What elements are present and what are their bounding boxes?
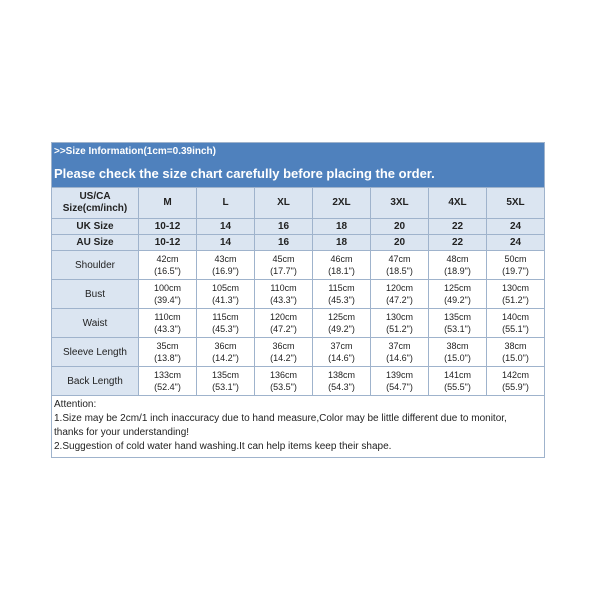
measurement-cell bbox=[197, 367, 255, 396]
measurement-cell bbox=[197, 338, 255, 367]
measurement-cell bbox=[139, 251, 197, 280]
size-info-title: >>Size Information(1cm=0.39inch) bbox=[54, 146, 216, 157]
size-header-cell: XL bbox=[255, 188, 313, 219]
measurement-cell bbox=[313, 309, 371, 338]
measurement-cell bbox=[197, 251, 255, 280]
measurement-inch: (54.7") bbox=[386, 382, 413, 392]
measurement-cell bbox=[139, 338, 197, 367]
measurement-cm: 38cm bbox=[446, 341, 469, 351]
measurement-row bbox=[52, 280, 545, 309]
measurement-cm: 130cm bbox=[501, 283, 529, 293]
measurement-cell bbox=[313, 367, 371, 396]
measurement-inch: (14.6") bbox=[328, 353, 355, 363]
measurement-label: Bust bbox=[52, 280, 139, 309]
size-header-cell: 2XL bbox=[313, 188, 371, 219]
measurement-inch: (17.7") bbox=[270, 266, 297, 276]
uk-size-cell: 24 bbox=[487, 219, 545, 235]
measurement-inch: (45.3") bbox=[328, 295, 355, 305]
measurement-cm: 42cm bbox=[156, 254, 179, 264]
measurement-cm: 36cm bbox=[214, 341, 237, 351]
measurement-inch: (55.5") bbox=[444, 382, 471, 392]
measurement-cm: 105cm bbox=[211, 283, 239, 293]
uk-size-cell: 10-12 bbox=[139, 219, 197, 235]
au-size-cell: 16 bbox=[255, 235, 313, 251]
measurement-cell bbox=[371, 367, 429, 396]
measurement-cm: 110cm bbox=[270, 283, 297, 293]
measurement-cm: 48cm bbox=[446, 254, 469, 264]
measurement-cell bbox=[371, 280, 429, 309]
measurement-cell bbox=[429, 338, 487, 367]
chart-header bbox=[51, 142, 545, 187]
measurement-cm: 141cm bbox=[443, 370, 471, 380]
measurement-inch: (16.5") bbox=[154, 266, 181, 276]
measurement-label: Waist bbox=[52, 309, 139, 338]
size-header-label-line1: US/CA bbox=[79, 191, 111, 202]
measurement-cell bbox=[429, 309, 487, 338]
measurement-cm: 125cm bbox=[327, 312, 355, 322]
measurement-inch: (13.8") bbox=[154, 353, 181, 363]
attention-line-1b: thanks for your understanding! bbox=[54, 427, 190, 438]
measurement-cm: 47cm bbox=[388, 254, 411, 264]
measurement-cell bbox=[371, 251, 429, 280]
size-table bbox=[51, 187, 545, 396]
measurement-inch: (52.4") bbox=[154, 382, 181, 392]
uk-size-cell: 16 bbox=[255, 219, 313, 235]
measurement-inch: (45.3") bbox=[212, 324, 239, 334]
au-size-cell: 24 bbox=[487, 235, 545, 251]
measurement-cm: 133cm bbox=[153, 370, 181, 380]
measurement-cell bbox=[429, 367, 487, 396]
measurement-inch: (51.2") bbox=[386, 324, 413, 334]
size-header-cell: 5XL bbox=[487, 188, 545, 219]
measurement-cm: 38cm bbox=[504, 341, 527, 351]
au-size-row bbox=[52, 235, 545, 251]
measurement-inch: (16.9") bbox=[212, 266, 239, 276]
measurement-cm: 142cm bbox=[501, 370, 529, 380]
measurement-cm: 36cm bbox=[272, 341, 295, 351]
measurement-inch: (19.7") bbox=[502, 266, 529, 276]
attention-line-1: 1.Size may be 2cm/1 inch inaccuracy due to hand measure,Color may be little different due to monitor, bbox=[54, 413, 507, 424]
measurement-cell bbox=[429, 251, 487, 280]
measurement-cm: 120cm bbox=[385, 283, 413, 293]
measurement-inch: (53.1") bbox=[212, 382, 239, 392]
measurement-inch: (53.5") bbox=[270, 382, 297, 392]
measurement-cm: 46cm bbox=[330, 254, 353, 264]
measurement-cell bbox=[487, 251, 545, 280]
measurement-cm: 35cm bbox=[156, 341, 179, 351]
uk-size-row bbox=[52, 219, 545, 235]
measurement-inch: (18.5") bbox=[386, 266, 413, 276]
measurement-cell bbox=[313, 338, 371, 367]
measurement-cell bbox=[255, 367, 313, 396]
measurement-cm: 130cm bbox=[385, 312, 413, 322]
size-header-cell: 4XL bbox=[429, 188, 487, 219]
measurement-inch: (18.9") bbox=[444, 266, 471, 276]
measurement-label: Shoulder bbox=[52, 251, 139, 280]
measurement-inch: (14.2") bbox=[270, 353, 297, 363]
measurement-inch: (55.1") bbox=[502, 324, 529, 334]
attention-notes bbox=[51, 396, 545, 458]
au-size-cell: 14 bbox=[197, 235, 255, 251]
measurement-cm: 136cm bbox=[269, 370, 297, 380]
measurement-cm: 139cm bbox=[385, 370, 413, 380]
au-size-cell: 22 bbox=[429, 235, 487, 251]
measurement-cell bbox=[255, 309, 313, 338]
measurement-cm: 45cm bbox=[272, 254, 295, 264]
measurement-cell bbox=[197, 309, 255, 338]
size-header-cell: M bbox=[139, 188, 197, 219]
measurement-cm: 37cm bbox=[330, 341, 353, 351]
measurement-row bbox=[52, 338, 545, 367]
measurement-inch: (15.0") bbox=[444, 353, 471, 363]
measurement-cell bbox=[487, 280, 545, 309]
measurement-cell bbox=[429, 280, 487, 309]
measurement-cell bbox=[197, 280, 255, 309]
size-header-label-line2: Size(cm/inch) bbox=[62, 203, 128, 214]
measurement-cell bbox=[487, 309, 545, 338]
measurement-cell bbox=[255, 251, 313, 280]
measurement-label: Back Length bbox=[52, 367, 139, 396]
measurement-cm: 140cm bbox=[501, 312, 529, 322]
measurement-inch: (15.0") bbox=[502, 353, 529, 363]
measurement-inch: (14.2") bbox=[212, 353, 239, 363]
measurement-inch: (41.3") bbox=[212, 295, 239, 305]
instruction-text: Please check the size chart carefully before placing the order. bbox=[54, 166, 435, 181]
measurement-label: Sleeve Length bbox=[52, 338, 139, 367]
measurement-row bbox=[52, 251, 545, 280]
uk-size-cell: 18 bbox=[313, 219, 371, 235]
measurement-inch: (14.6") bbox=[386, 353, 413, 363]
size-header-cell: L bbox=[197, 188, 255, 219]
measurement-cell bbox=[139, 367, 197, 396]
measurement-cell bbox=[487, 367, 545, 396]
measurement-cell bbox=[371, 338, 429, 367]
measurement-cm: 115cm bbox=[212, 312, 239, 322]
measurement-cm: 138cm bbox=[327, 370, 355, 380]
measurement-inch: (47.2") bbox=[270, 324, 297, 334]
au-size-label: AU Size bbox=[52, 235, 139, 251]
measurement-cell bbox=[139, 280, 197, 309]
uk-size-cell: 14 bbox=[197, 219, 255, 235]
measurement-inch: (43.3") bbox=[154, 324, 181, 334]
uk-size-cell: 20 bbox=[371, 219, 429, 235]
measurement-row bbox=[52, 367, 545, 396]
measurement-inch: (51.2") bbox=[502, 295, 529, 305]
measurement-inch: (54.3") bbox=[328, 382, 355, 392]
measurement-cm: 50cm bbox=[504, 254, 527, 264]
au-size-cell: 10-12 bbox=[139, 235, 197, 251]
measurement-cell bbox=[255, 280, 313, 309]
measurement-cm: 115cm bbox=[328, 283, 355, 293]
uk-size-label: UK Size bbox=[52, 219, 139, 235]
measurement-inch: (18.1") bbox=[328, 266, 355, 276]
attention-title: Attention: bbox=[54, 399, 97, 410]
measurement-inch: (49.2") bbox=[328, 324, 355, 334]
measurement-cm: 43cm bbox=[214, 254, 237, 264]
measurement-cm: 125cm bbox=[443, 283, 471, 293]
measurement-inch: (47.2") bbox=[386, 295, 413, 305]
size-header-cell: 3XL bbox=[371, 188, 429, 219]
size-header-row bbox=[52, 188, 545, 219]
measurement-cm: 110cm bbox=[154, 312, 181, 322]
measurement-cell bbox=[371, 309, 429, 338]
measurement-inch: (39.4") bbox=[154, 295, 181, 305]
measurement-cm: 100cm bbox=[153, 283, 181, 293]
measurement-cm: 120cm bbox=[269, 312, 297, 322]
au-size-cell: 18 bbox=[313, 235, 371, 251]
measurement-row bbox=[52, 309, 545, 338]
measurement-cell bbox=[487, 338, 545, 367]
measurement-cm: 37cm bbox=[388, 341, 411, 351]
measurement-inch: (49.2") bbox=[444, 295, 471, 305]
measurement-cm: 135cm bbox=[443, 312, 471, 322]
measurement-inch: (43.3") bbox=[270, 295, 297, 305]
attention-line-2: 2.Suggestion of cold water hand washing.It can help items keep their shape. bbox=[54, 441, 392, 452]
measurement-cell bbox=[313, 280, 371, 309]
measurement-cell bbox=[255, 338, 313, 367]
measurement-cell bbox=[313, 251, 371, 280]
uk-size-cell: 22 bbox=[429, 219, 487, 235]
measurement-cm: 135cm bbox=[211, 370, 239, 380]
measurement-inch: (55.9") bbox=[502, 382, 529, 392]
size-header-label bbox=[52, 188, 139, 219]
size-chart bbox=[51, 142, 545, 458]
measurement-inch: (53.1") bbox=[444, 324, 471, 334]
au-size-cell: 20 bbox=[371, 235, 429, 251]
measurement-cell bbox=[139, 309, 197, 338]
